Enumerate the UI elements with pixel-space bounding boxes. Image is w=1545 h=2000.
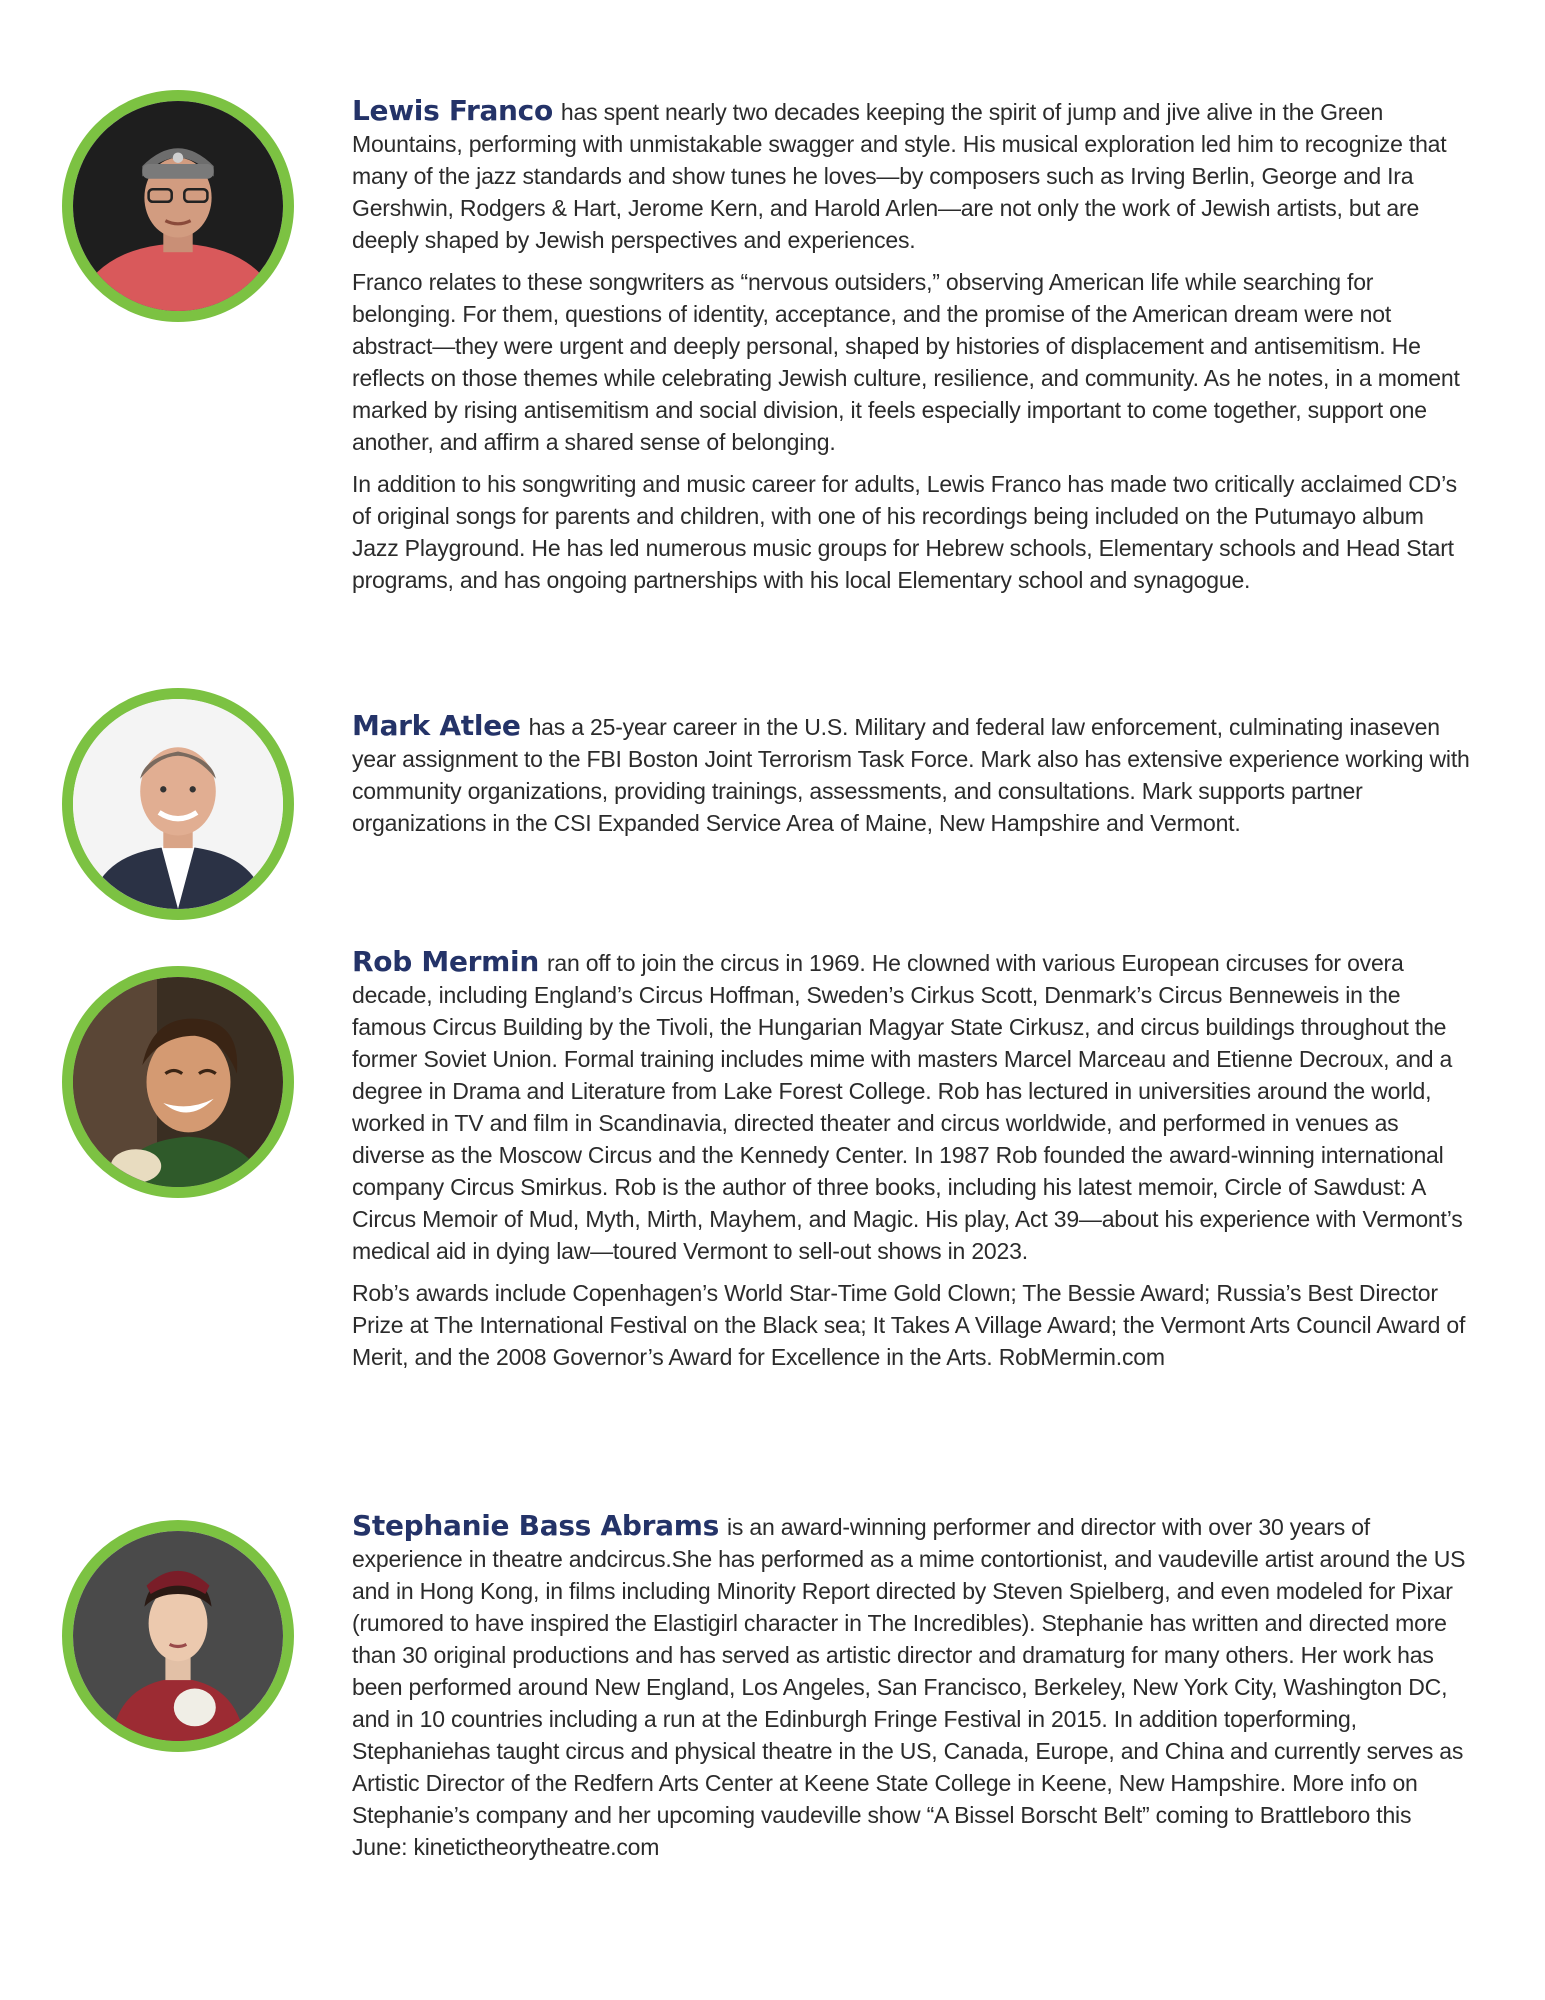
bio-paragraph: Stephanie Bass Abrams is an award-winning performer and director with over 30 years of experience in theatre andcircus.She has performed as a mime contortionist, and vaudeville artist around the US and in Hong Kong, in films including Minority Report directed by Steven Spielberg, and even modeled for Pixar (rumored to have inspired the Elastigirl character in The Incredibles). Stephanie has written and directed more than 30 original productions and has served as artistic director and dramaturg for many others. Her work has been performed around New England, Los Angeles, San Francisco, Berkeley, New York City, Washington DC, and in 10 countries including a run at the Edinburgh Fringe Festival in 2015. In addition toperforming, Stephaniehas taught circus and physical theatre in the US, Canada, Europe, and China and currently serves as Artistic Director of the Redfern Arts Center at Keene State College in Keene, New Hampshire. More info on Stephanie’s company and her upcoming vaudeville show “A Bissel Borscht Belt” coming to Brattleboro this June: kinetictheorytheatre.com xyxy=(352,1509,1466,1860)
bio-paragraph: Franco relates to these songwriters as “nervous outsiders,” observing American life while searching for belonging. For them, questions of identity, acceptance, and the promise of the American dream were not abstract—they were urgent and deeply personal, shaped by histories of displacement and antisemitism. He reflects on those themes while celebrating Jewish culture, resilience, and community. As he notes, in a moment marked by rising antisemitism and social division, it feels especially important to come together, support one another, and affirm a shared sense of belonging. xyxy=(352,269,1460,455)
portrait-photo-mark-atlee xyxy=(62,688,294,920)
person-name: Rob Mermin xyxy=(352,945,539,978)
bio-text-lewis-franco xyxy=(352,95,1472,606)
bio-paragraph: Mark Atlee has a 25-year career in the U.S. Military and federal law enforcement, culminating inaseven year assignment to the FBI Boston Joint Terrorism Task Force. Mark also has extensive experience working with community organizations, providing trainings, assessments, and consultations. Mark supports partner organizations in the CSI Expanded Service Area of Maine, New Hampshire and Vermont. xyxy=(352,709,1470,836)
portrait-photo-rob-mermin xyxy=(62,966,294,1198)
bio-paragraph: In addition to his songwriting and music career for adults, Lewis Franco has made two critically acclaimed CD’s of original songs for parents and children, with one of his recordings being included on the Putumayo album Jazz Playground. He has led numerous music groups for Hebrew schools, Elementary schools and Head Start programs, and has ongoing partnerships with his local Elementary school and synagogue. xyxy=(352,471,1457,593)
bio-text-rob-mermin xyxy=(352,946,1472,1383)
portrait-photo-lewis-franco xyxy=(62,90,294,322)
bio-text-stephanie-bass-abrams xyxy=(352,1510,1472,1873)
person-name: Stephanie Bass Abrams xyxy=(352,1509,719,1542)
person-name: Mark Atlee xyxy=(352,709,521,742)
bio-paragraph: Rob’s awards include Copenhagen’s World Star-Time Gold Clown; The Bessie Award; Russia’s Best Director Prize at The International Festival on the Black sea; It Takes A Village Award; the Vermont Arts Council Award of Merit, and the 2008 Governor’s Award for Excellence in the Arts. RobMermin.com xyxy=(352,1280,1466,1370)
portrait-photo-stephanie-bass-abrams xyxy=(62,1520,294,1752)
bio-paragraph: Lewis Franco has spent nearly two decades keeping the spirit of jump and jive alive in the Green Mountains, performing with unmistakable swagger and style. His musical exploration led him to recognize that many of the jazz standards and show tunes he loves—by composers such as Irving Berlin, George and Ira Gershwin, Rodgers & Hart, Jerome Kern, and Harold Arlen—are not only the work of Jewish artists, but are deeply shaped by Jewish perspectives and experiences. xyxy=(352,94,1447,253)
bio-paragraph: Rob Mermin ran off to join the circus in 1969. He clowned with various European circuses for overa decade, including England’s Circus Hoffman, Sweden’s Cirkus Scott, Denmark’s Circus Benneweis in the famous Circus Building by the Tivoli, the Hungarian Magyar State Cirkusz, and circus buildings throughout the former Soviet Union. Formal training includes mime with masters Marcel Marceau and Etienne Decroux, and a degree in Drama and Literature from Lake Forest College. Rob has lectured in universities around the world, worked in TV and film in Scandinavia, directed theater and circus worldwide, and performed in venues as diverse as the Moscow Circus and the Kennedy Center. In 1987 Rob founded the award-winning international company Circus Smirkus. Rob is the author of three books, including his latest memoir, Circle of Sawdust: A Circus Memoir of Mud, Myth, Mirth, Mayhem, and Magic. His play, Act 39—about his experience with Vermont’s medical aid in dying law—toured Vermont to sell-out shows in 2023. xyxy=(352,945,1463,1264)
bio-text-mark-atlee xyxy=(352,710,1472,849)
person-name: Lewis Franco xyxy=(352,94,553,127)
